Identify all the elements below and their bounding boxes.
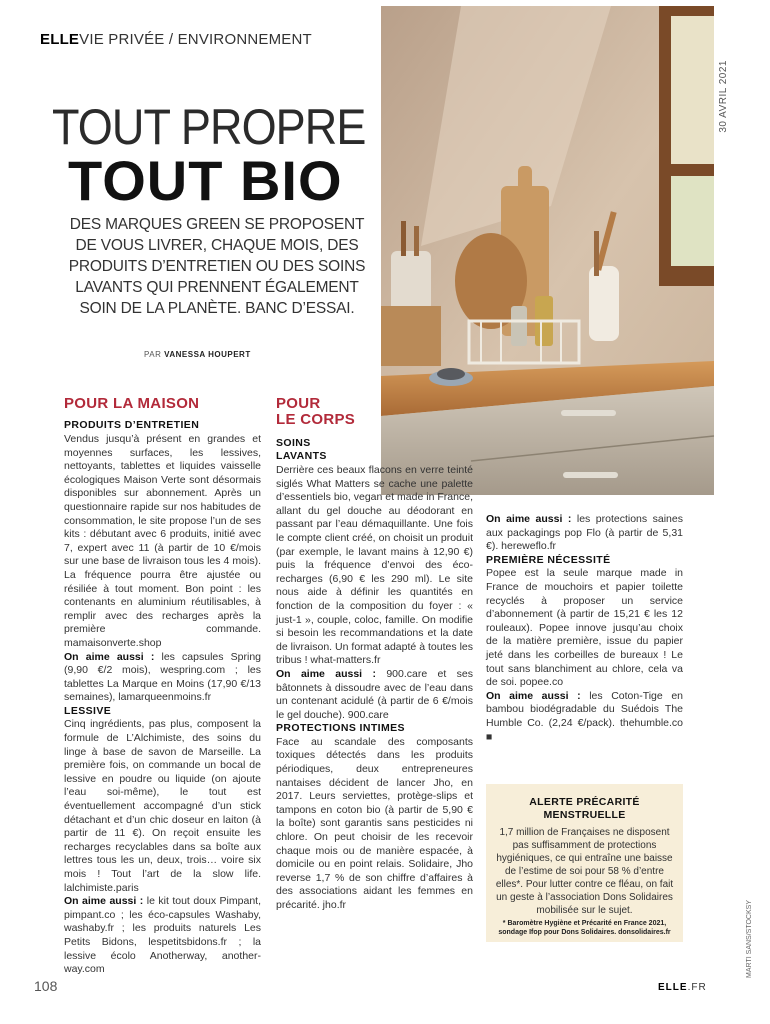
soins-title-line2: LAVANTS (276, 450, 327, 462)
paragraph-protections-aussi (486, 513, 683, 554)
sidebar-body: 1,7 million de Françaises ne disposent pas suffisamment de protections hygiéniques, ce qui entraîne une baisse de l’estime de soi pour 58 % d’entre elles*. Pour lutter contre ce fléau, on fait un geste à l’association Dons Solidaires mobilisée sur le sujet. (495, 827, 674, 916)
aussi-text: 900.care et ses bâtonnets à dissoudre avec de l’eau dans un contenant acidulé (à partir de 6 €/mois le gel douche). 900.care (276, 667, 473, 721)
corps-title-line1: POUR (276, 395, 321, 412)
sidebar-title-line2: MENSTRUELLE (543, 809, 626, 821)
aussi-label: On aime aussi : (486, 689, 581, 702)
paragraph-soins: Derrière ces beaux flacons en verre teinté siglés What Matters se cache une palette d’essentiels bio, vegan et made in France, allant du gel douche au déodorant en passant par l’eau démaquillante. Une fois le compte client créé, on choisit un produit (par exemple, le lavant mains à 12,90 €) puis la fréquence d’envoi des éco-recharges (6,90 € les 290 ml). Le site nous aide à définir les quantités en fonction de la composition du foyer : « just-1 », couple, coloc, famille. On modifie si besoin les recommandations et la date de livraison. Un format adapté à toutes les tribus ! what-matters.fr (276, 464, 473, 667)
photo-credit: MARTI SANS/STOCKSY (746, 900, 753, 978)
footer-brand (658, 982, 707, 993)
subhead-lessive: LESSIVE (64, 704, 112, 717)
paragraph-lessive-aussi (64, 895, 261, 977)
sidebar-note: * Baromètre Hygiène et Précarité en France 2021, sondage Ifop pour Dons Solidaires. donsolidaires.fr (498, 920, 671, 936)
aussi-label: On aime aussi : (486, 513, 572, 525)
issue-date: 30 AVRIL 2021 (718, 60, 729, 133)
aussi-label: On aime aussi : (64, 895, 144, 908)
corps-title-line2: LE CORPS (276, 411, 356, 428)
subhead-soins (276, 437, 327, 463)
section-title-maison: POUR LA MAISON (64, 395, 200, 412)
column-maison (64, 433, 261, 977)
column-right (486, 513, 683, 744)
paragraph-lessive: Cinq ingrédients, pas plus, composent la formule de L’Alchimiste, des soins du linge à base de savon de Marseille. La première fois, on commande un bocal de lessive en poudre ou liquide (on ajoute l’eau soi-même), le tout est éventuellement accompagné d’un stick détachant et d’un chic doseur en laiton (à partir de 11 €). On reçoit ensuite les recharges recyclables dans sa boîte aux lettres tous les un, deux, trois… voire six mois ! Tout l’art de la slow life. lalchimiste.paris (64, 718, 261, 894)
section-label: VIE PRIVÉE / ENVIRONNEMENT (79, 31, 312, 48)
footer-brand-name: ELLE (658, 982, 688, 993)
aussi-text: les Coton-Tige en bambou biodégradable du Suédois The Humble Co. (2,24 €/pack). thehumble.co (486, 689, 683, 729)
page-title-line1: TOUT PROPRE (52, 99, 366, 155)
kitchen-illustration (381, 6, 714, 495)
aussi-label: On aime aussi : (276, 667, 376, 680)
subhead-necessite: PREMIÈRE NÉCESSITÉ (486, 553, 611, 566)
page-number: 108 (34, 978, 58, 994)
sidebar-title-line1: ALERTE PRÉCARITÉ (529, 796, 640, 808)
aussi-text: le kit tout doux Pimpant, pimpant.co ; les éco-capsules Washaby, washaby.fr ; les produits naturels Les Petits Bidons, lespetitsbidons.fr ; la lessive écolo Anotherway, another-way.com (64, 895, 261, 976)
paragraph-produits-aussi (64, 651, 261, 705)
soins-title-line1: SOINS (276, 437, 311, 449)
lede: DES MARQUES GREEN SE PROPOSENT DE VOUS LIVRER, CHAQUE MOIS, DES PRODUITS D’ENTRETIEN OU DES SOINS LAVANTS QUI PRENNENT ÉGALEMENT SOIN DE LA PLANÈTE. BANC D’ESSAI. (68, 216, 366, 317)
subhead-protections: PROTECTIONS INTIMES (276, 722, 405, 735)
aussi-text: les capsules Spring (9,90 €/2 mois), wespring.com ; les tablettes La Marque en Moins (17,90 €/13 semaines), lamarqueenmoins.fr (64, 650, 261, 704)
section-header (40, 31, 312, 48)
paragraph-protections: Face au scandale des composants toxiques détectés dans les produits périodiques, deux entrepreneures nantaises décident de lancer Jho, en 2017. Leurs serviettes, protège-slips et tampons en coton bio (à partir de 5,90 € la boîte) sont garantis sans pesticides ni chlore. On peut choisir de les recevoir chaque mois ou de manière espacée, à domicile ou en point relais. Solidaire, Jho reverse 1,7 % de son chiffre d’affaires à des associations aidant les femmes en précarité. jho.fr (276, 735, 473, 911)
paragraph-produits: Vendus jusqu’à présent en grandes et moyennes surfaces, les lessives, nettoyants, tablettes et liquides vaisselle écologiques Maison Verte sont désormais disponibles sur abonnement. Après un questionnaire rapide sur nos habitudes de consommation, le site propose l’un de ses kits : débutant avec 6 produits, initié avec 7, expert avec 11 (à partir de 10 €/mois sur une base de livraison tous les 4 mois). La fréquence pourra être ajustée ou résiliée à tout moment. Bon point : les contenants en aluminium réutilisables, à remplir avec des recharges après la première commande. mamaisonverte.shop (64, 433, 261, 649)
column-corps (276, 464, 473, 913)
subhead-produits: PRODUITS D’ENTRETIEN (64, 419, 200, 431)
byline (144, 350, 251, 359)
footer-brand-suffix: .FR (687, 982, 707, 993)
end-mark: ■ (486, 730, 493, 743)
section-title-corps (276, 396, 355, 428)
byline-prefix: PAR (144, 350, 162, 359)
magazine-brand: ELLE (40, 31, 80, 48)
paragraph-soins-aussi (276, 668, 473, 722)
kitchen-photo (381, 6, 714, 495)
byline-author: VANESSA HOUPERT (164, 350, 251, 359)
paragraph-necessite-aussi (486, 690, 683, 744)
sidebar-box (486, 784, 683, 942)
sidebar-title (486, 796, 683, 822)
page-title-line2: TOUT BIO (68, 149, 343, 212)
paragraph-necessite: Popee est la seule marque made in France de mouchoirs et papier toilette recyclés à proposer un service d’abonnement (à partir de 15,21 € les 12 rouleaux). Popee innove jusqu’au choix de la matière première, issue du papier jeté dans les corbeilles de bureaux ! Le tout sans blanchiment au chlore, cela va de soi. popee.co (486, 567, 683, 689)
aussi-text: les protections saines aux packagings pop Flo (à partir de 5,31 €). hereweflo.fr (486, 513, 683, 553)
aussi-label: On aime aussi : (64, 650, 155, 663)
